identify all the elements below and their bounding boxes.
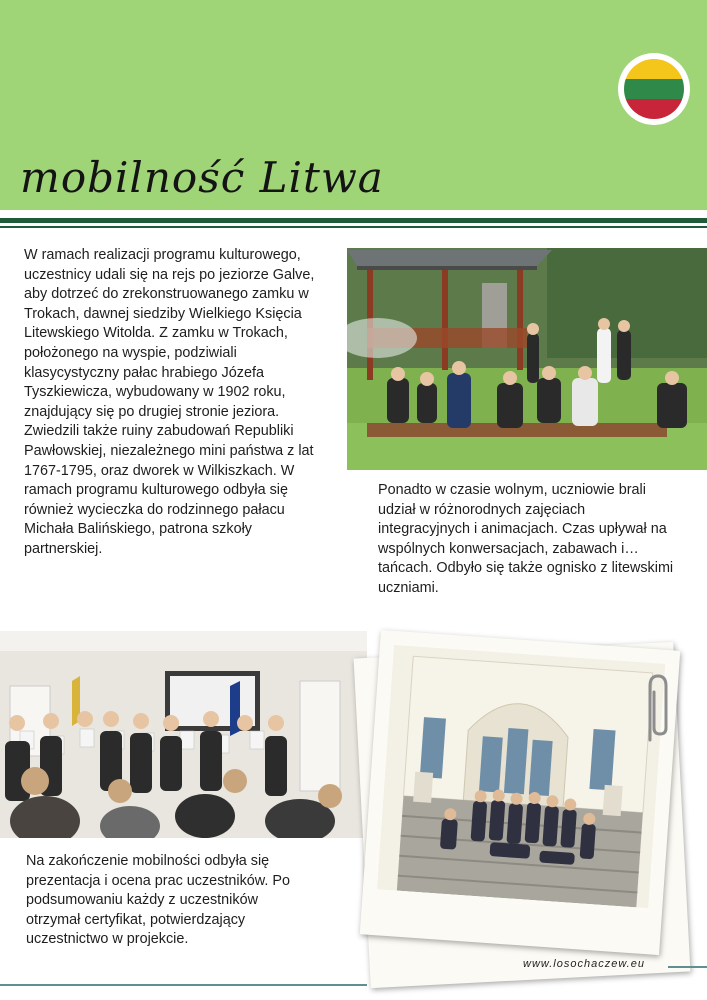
- flag-stripe-green: [624, 79, 684, 99]
- footer-line-left: [0, 984, 367, 986]
- polaroid-frame: [360, 630, 681, 955]
- header-divider-thin: [0, 226, 707, 228]
- free-time-paragraph: Ponadto w czasie wolnym, uczniowie brali udział w różnorodnych zajęciach integracyjnych i animacjach. Czas upływał na wspólnych konwersacjach, zabawach i… tańcach. Odbyło się także ognisko z litewskimi uczniami.: [378, 482, 674, 596]
- footer-line-right: [668, 966, 707, 968]
- page-title: mobilność Litwa: [20, 153, 384, 202]
- paper-clip-icon: [640, 672, 674, 744]
- photo-palace-group: [377, 645, 665, 908]
- photo-gazebo-group: [347, 248, 707, 470]
- photo-certificates-group: [0, 631, 367, 838]
- flag-stripe-red: [624, 99, 684, 119]
- website-link[interactable]: www.losochaczew.eu: [523, 958, 645, 970]
- flag-stripe-yellow: [624, 59, 684, 79]
- header-divider: [0, 218, 707, 223]
- intro-paragraph: W ramach realizacji programu kulturowego, uczestnicy udali się na rejs po jeziorze Galve, aby dotrzeć do zrekonstruowanego zamku w Trokach, dawnej siedziby Wielkiego Księcia Litewskiego Witolda. Z zamku w Trokach, położonego na wyspie, podziwiali klasycystyczny pałac hrabiego Józefa Tyszkiewicza, wybudowany w 1902 roku, znajdujący się po drugiej stronie jeziora. Zwiedzili także ruiny zabudowań Republiki Pawłowskiej, niezależnego mini państwa z lat 1767-1795, oraz dworek w Wilkiszkach. W ramach programu kulturowego odbyła się również wycieczka do rodzinnego pałacu Michała Balińskiego, patrona szkoły partnerskiej.: [24, 247, 315, 557]
- lithuania-flag-icon: [618, 53, 690, 125]
- closing-paragraph: Na zakończenie mobilności odbyła się prezentacja i ocena prac uczestników. Po podsumowaniu każdy z uczestników otrzymał certyfikat, potwierdzający uczestnictwo w projekcie.: [26, 853, 290, 948]
